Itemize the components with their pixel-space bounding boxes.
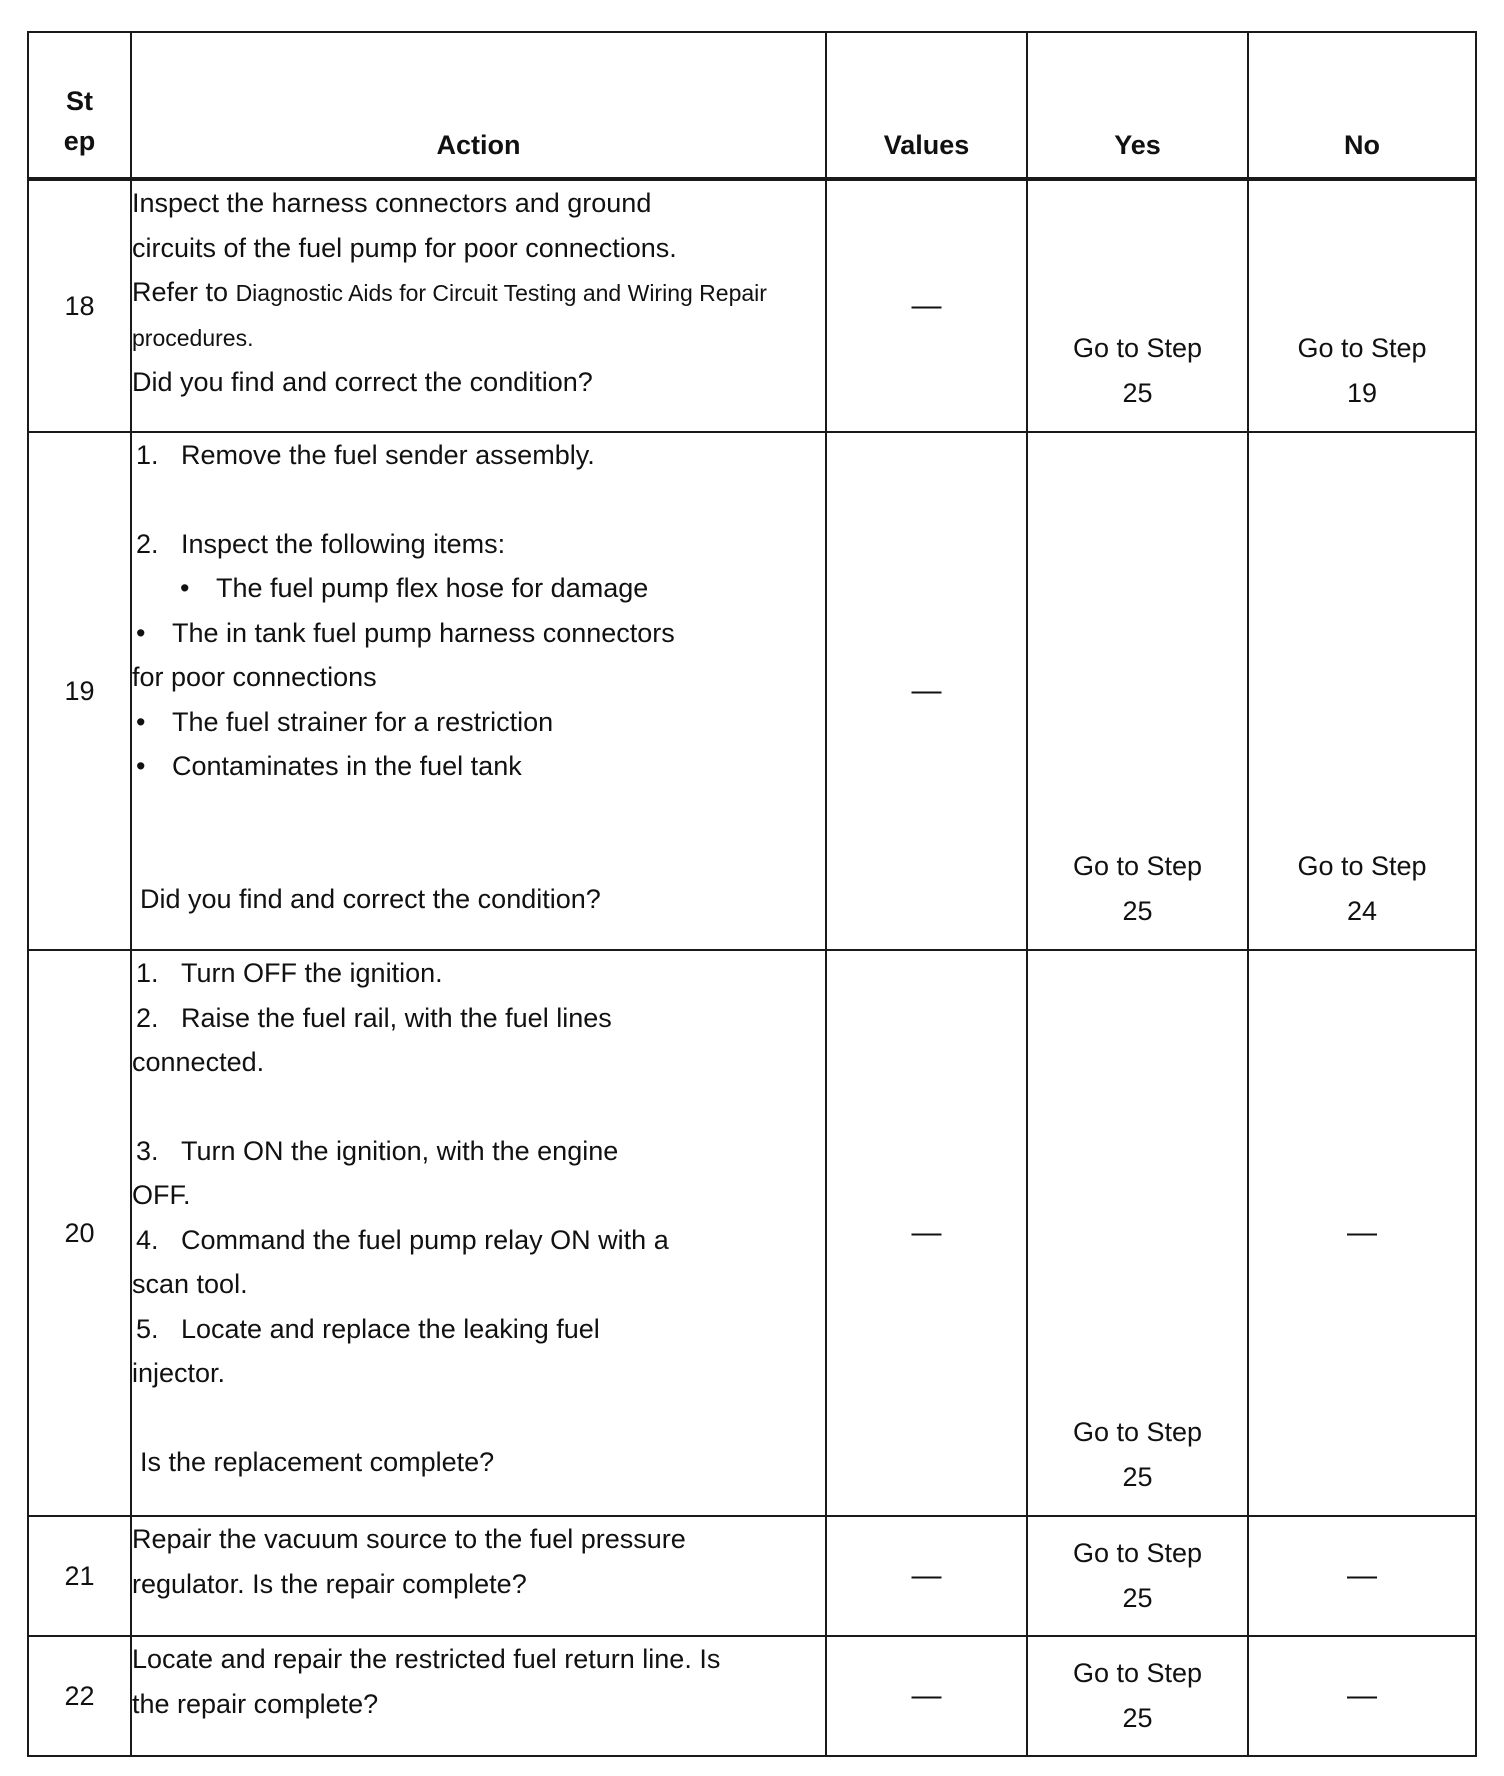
yes-goto-step: 25 bbox=[1122, 1461, 1153, 1492]
diagnostic-table bbox=[27, 31, 1477, 1757]
no-cell: — bbox=[1248, 1636, 1476, 1756]
step-number: 18 bbox=[28, 179, 131, 432]
item-number: 2. bbox=[136, 528, 159, 559]
bullet-icon: • bbox=[136, 617, 146, 648]
numbered-item bbox=[132, 1218, 825, 1263]
bullet-item bbox=[132, 611, 825, 656]
no-cell bbox=[1248, 179, 1476, 432]
step-number: 21 bbox=[28, 1516, 131, 1636]
action-cell bbox=[131, 950, 826, 1516]
action-header: Action bbox=[131, 32, 826, 179]
action-question: Did you find and correct the condition? bbox=[132, 367, 593, 397]
spacer bbox=[132, 833, 825, 877]
action-cell bbox=[131, 1516, 826, 1636]
diagnostic-table-container bbox=[27, 31, 1475, 1755]
yes-goto-label: Go to Step bbox=[1072, 1658, 1203, 1688]
bullet-item bbox=[132, 744, 825, 789]
table-row bbox=[28, 1636, 1476, 1756]
action-cell bbox=[131, 432, 826, 950]
item-text: Inspect the following items: bbox=[181, 528, 506, 559]
spacer bbox=[132, 1085, 825, 1129]
spacer bbox=[132, 789, 825, 833]
yes-header: Yes bbox=[1027, 32, 1248, 179]
item-number: 1. bbox=[136, 440, 159, 470]
item-continuation: OFF. bbox=[132, 1180, 191, 1210]
yes-goto-label: Go to Step bbox=[1072, 1417, 1203, 1447]
yes-goto-step: 25 bbox=[1122, 377, 1153, 408]
values-cell: — bbox=[826, 179, 1027, 432]
yes-cell bbox=[1027, 432, 1248, 950]
bullet-icon: • bbox=[136, 706, 146, 737]
step-header bbox=[28, 32, 131, 179]
table-row bbox=[28, 432, 1476, 950]
values-cell: — bbox=[826, 1516, 1027, 1636]
action-question: Is the replacement complete? bbox=[140, 1446, 495, 1477]
item-text: Locate and replace the leaking fuel bbox=[181, 1313, 600, 1344]
numbered-item bbox=[132, 522, 825, 567]
item-text: Turn ON the ignition, with the engine bbox=[181, 1135, 619, 1166]
item-continuation: scan tool. bbox=[132, 1269, 248, 1299]
item-number: 2. bbox=[136, 1002, 159, 1033]
step-header-line-1: St bbox=[66, 86, 93, 116]
numbered-item bbox=[132, 433, 825, 478]
yes-cell bbox=[1027, 179, 1248, 432]
yes-cell bbox=[1027, 1636, 1248, 1756]
no-cell: — bbox=[1248, 950, 1476, 1516]
yes-goto-step: 25 bbox=[1122, 895, 1153, 926]
item-text: Remove the fuel sender assembly. bbox=[181, 440, 595, 470]
action-question: Did you find and correct the condition? bbox=[140, 883, 601, 914]
table-row bbox=[28, 179, 1476, 432]
diagnostic-aids-reference: Diagnostic Aids for Circuit Testing and Wiring Repair bbox=[235, 280, 767, 306]
bullet-icon: • bbox=[180, 573, 190, 603]
item-continuation: injector. bbox=[132, 1358, 226, 1388]
values-cell: — bbox=[826, 432, 1027, 950]
action-line: Locate and repair the restricted fuel return line. Is bbox=[132, 1644, 721, 1674]
no-cell bbox=[1248, 432, 1476, 950]
bullet-continuation: for poor connections bbox=[132, 662, 377, 692]
item-number: 3. bbox=[136, 1135, 159, 1166]
no-goto-label: Go to Step bbox=[1297, 333, 1427, 363]
values-header: Values bbox=[826, 32, 1027, 179]
table-row bbox=[28, 1516, 1476, 1636]
item-text: Raise the fuel rail, with the fuel lines bbox=[181, 1002, 612, 1033]
action-line: the repair complete? bbox=[132, 1688, 379, 1719]
yes-goto-step: 25 bbox=[1122, 1702, 1153, 1733]
bullet-text: The fuel strainer for a restriction bbox=[172, 706, 554, 737]
numbered-item bbox=[132, 951, 825, 996]
yes-goto-label: Go to Step bbox=[1072, 851, 1203, 881]
yes-goto-label: Go to Step bbox=[1072, 1538, 1203, 1568]
yes-cell bbox=[1027, 1516, 1248, 1636]
item-continuation: connected. bbox=[132, 1047, 265, 1077]
step-number: 20 bbox=[28, 950, 131, 1516]
action-line bbox=[132, 270, 825, 316]
no-goto-step: 24 bbox=[1346, 895, 1378, 926]
bullet-text: The in tank fuel pump harness connectors bbox=[172, 617, 675, 648]
numbered-item bbox=[132, 996, 825, 1041]
item-text: Turn OFF the ignition. bbox=[181, 958, 443, 988]
bullet-text: The fuel pump flex hose for damage bbox=[216, 573, 649, 603]
bullet-item bbox=[132, 566, 825, 611]
no-cell: — bbox=[1248, 1516, 1476, 1636]
bullet-text: Contaminates in the fuel tank bbox=[172, 751, 522, 781]
header-row bbox=[28, 32, 1476, 179]
spacer bbox=[132, 478, 825, 522]
table-row bbox=[28, 950, 1476, 1516]
step-number: 19 bbox=[28, 432, 131, 950]
action-line: regulator. Is the repair complete? bbox=[132, 1568, 527, 1599]
action-line: circuits of the fuel pump for poor connections. bbox=[132, 232, 677, 263]
bullet-icon: • bbox=[136, 751, 146, 781]
no-goto-label: Go to Step bbox=[1297, 851, 1427, 881]
bullet-item bbox=[132, 700, 825, 745]
yes-goto-label: Go to Step bbox=[1072, 333, 1203, 363]
yes-cell bbox=[1027, 950, 1248, 1516]
action-line: Inspect the harness connectors and ground bbox=[132, 188, 652, 218]
refer-to-text: Refer to bbox=[132, 277, 229, 307]
item-number: 1. bbox=[136, 958, 159, 988]
action-cell bbox=[131, 1636, 826, 1756]
spacer bbox=[132, 1396, 825, 1440]
numbered-item bbox=[132, 1129, 825, 1174]
values-cell: — bbox=[826, 950, 1027, 1516]
numbered-item bbox=[132, 1307, 825, 1352]
action-cell bbox=[131, 179, 826, 432]
item-number: 4. bbox=[136, 1224, 159, 1255]
values-cell: — bbox=[826, 1636, 1027, 1756]
item-text: Command the fuel pump relay ON with a bbox=[181, 1224, 669, 1255]
action-line: Repair the vacuum source to the fuel pressure bbox=[132, 1524, 686, 1554]
step-header-line-2: ep bbox=[63, 126, 96, 156]
action-line: procedures. bbox=[132, 324, 254, 351]
yes-goto-step: 25 bbox=[1122, 1582, 1153, 1613]
item-number: 5. bbox=[136, 1313, 159, 1344]
step-number: 22 bbox=[28, 1636, 131, 1756]
no-header: No bbox=[1248, 32, 1476, 179]
no-goto-step: 19 bbox=[1346, 377, 1378, 408]
